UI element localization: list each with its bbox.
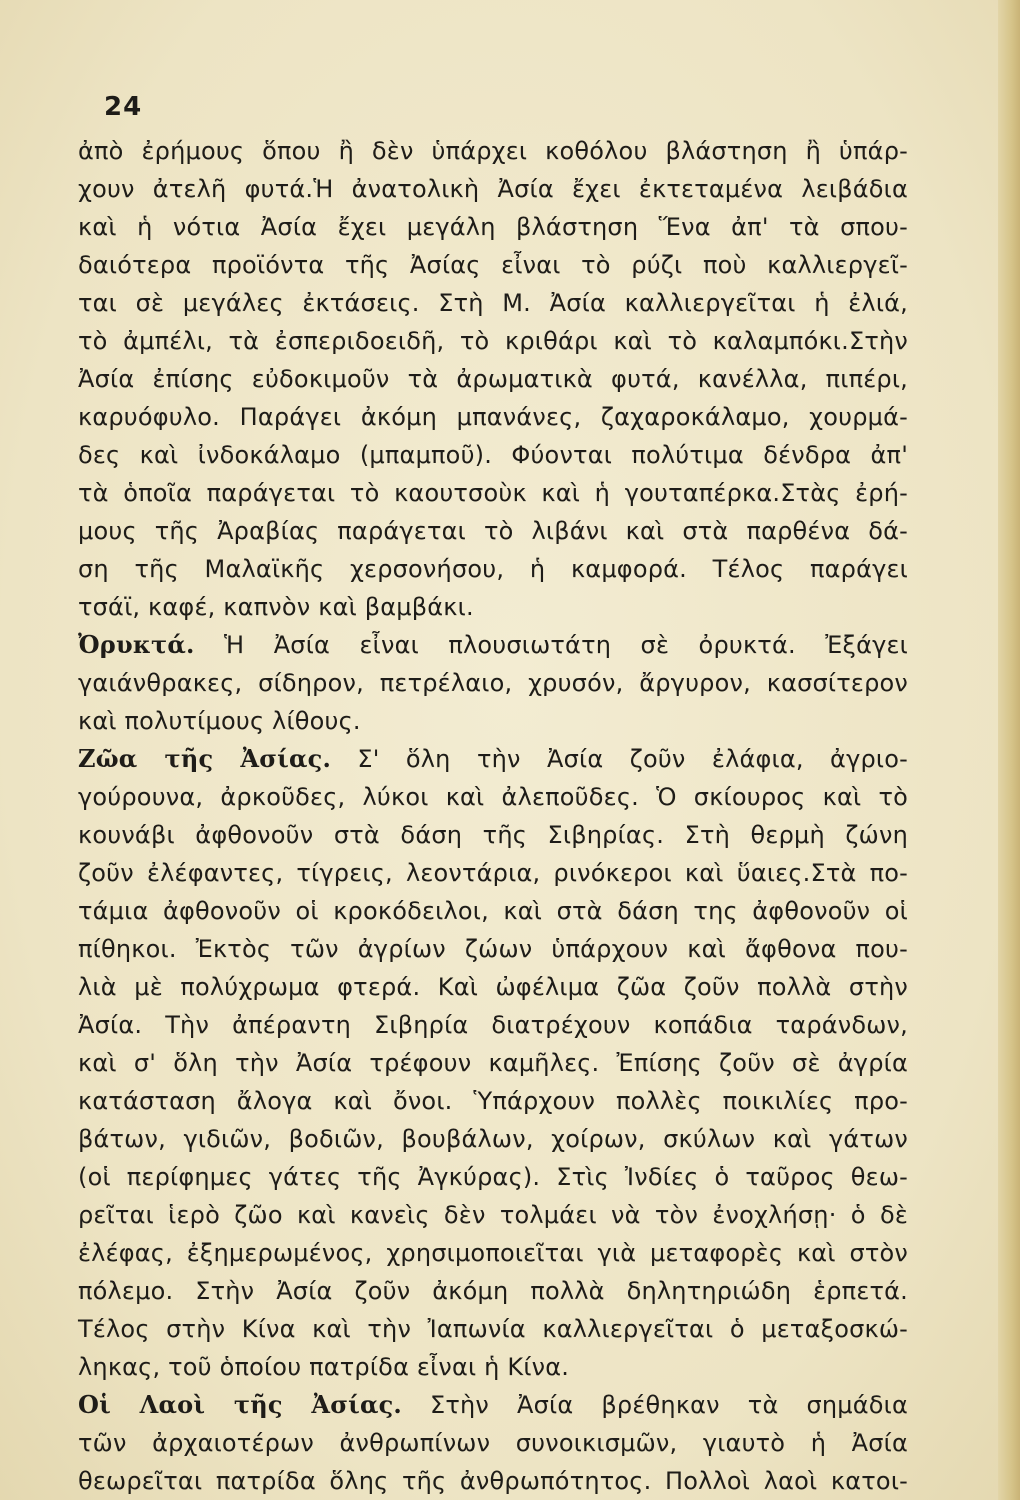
line-text: Τέλος στὴν Κίνα καὶ τὴν Ἰαπωνία καλλιεργεῖται ὁ μεταξοσκώ- — [78, 1315, 908, 1343]
line-text: δες καὶ ἰνδοκάλαμο (μπαμποῦ). Φύονται πολύτιμα δένδρα ἀπ' — [78, 441, 908, 469]
text-line — [78, 1234, 908, 1272]
line-text: λιὰ μὲ πολύχρωμα φτερά. Καὶ ὠφέλιμα ζῶα ζοῦν πολλὰ στὴν — [78, 973, 908, 1001]
line-text: πόλεμο. Στὴν Ἀσία ζοῦν ἀκόμη πολλὰ δηλητηριώδη ἑρπετά. — [78, 1277, 908, 1305]
line-text: (οἱ περίφημες γάτες τῆς Ἀγκύρας). Στὶς Ἰνδίες ὁ ταῦρος θεω- — [78, 1163, 908, 1191]
text-line — [78, 892, 908, 930]
line-text: Ἀσία. Τὴν ἀπέραντη Σιβηρία διατρέχουν κοπάδια ταράνδων, — [78, 1011, 908, 1039]
line-text: γούρουνα, ἀρκοῦδες, λύκοι καὶ ἀλεποῦδες. Ὁ σκίουρος καὶ τὸ — [78, 783, 908, 811]
line-text: Ἀσία ἐπίσης εὐδοκιμοῦν τὰ ἀρωματικὰ φυτά, κανέλλα, πιπέρι, — [78, 365, 908, 393]
line-text: καὶ πολυτίμους λίθους. — [78, 707, 361, 735]
line-text: καρυόφυλο. Παράγει ἀκόμη μπανάνες, ζαχαροκάλαμο, χουρμά- — [78, 403, 908, 431]
text-line — [78, 1462, 908, 1500]
line-text: ζοῦν ἐλέφαντες, τίγρεις, λεοντάρια, ρινόκεροι καὶ ὕαιες.Στὰ πο- — [78, 859, 908, 887]
text-line — [78, 1424, 908, 1462]
line-text: κατάσταση ἄλογα καὶ ὄνοι. Ὑπάρχουν πολλὲς ποικιλίες προ- — [78, 1087, 908, 1115]
line-text: καὶ σ' ὅλη τὴν Ἀσία τρέφουν καμῆλες. Ἐπίσης ζοῦν σὲ ἀγρία — [78, 1049, 908, 1077]
section-heading: Ζῶα τῆς Ἀσίας. — [78, 744, 331, 773]
text-line — [78, 512, 908, 550]
line-text: ἐλέφας, ἐξημερωμένος, χρησιμοποιεῖται γιὰ μεταφορὲς καὶ στὸν — [78, 1239, 908, 1267]
text-line — [78, 740, 908, 778]
line-text: Σ' ὅλη τὴν Ἀσία ζοῦν ἐλάφια, ἀγριο- — [331, 745, 908, 773]
text-line — [78, 1120, 908, 1158]
line-text: θεωρεῖται πατρίδα ὅλης τῆς ἀνθρωπότητος. Πολλοὶ λαοὶ κατοι- — [78, 1467, 908, 1495]
line-text: Στὴν Ἀσία βρέθηκαν τὰ σημάδια — [402, 1391, 908, 1419]
text-line — [78, 1196, 908, 1234]
text-line — [78, 1386, 908, 1424]
text-line — [78, 816, 908, 854]
line-text: βάτων, γιδιῶν, βοδιῶν, βουβάλων, χοίρων, σκύλων καὶ γάτων — [78, 1125, 908, 1153]
page-number: 24 — [104, 92, 143, 122]
text-line — [78, 854, 908, 892]
line-text: Ἡ Ἀσία εἶναι πλουσιωτάτη σὲ ὀρυκτά. Ἐξάγει — [194, 631, 908, 659]
text-line — [78, 550, 908, 588]
line-text: τὰ ὁποῖα παράγεται τὸ καουτσοὺκ καὶ ἡ γουταπέρκα.Στὰς ἐρή- — [78, 479, 908, 507]
line-text: γαιάνθρακες, σίδηρον, πετρέλαιο, χρυσόν, ἄργυρον, κασσίτερον — [78, 669, 908, 697]
text-line — [78, 588, 908, 626]
text-line — [78, 1006, 908, 1044]
body-text — [78, 132, 908, 1500]
page-edge — [998, 0, 1020, 1500]
line-text: τῶν ἀρχαιοτέρων ἀνθρωπίνων συνοικισμῶν, γιαυτὸ ἡ Ἀσία — [78, 1429, 908, 1457]
line-text: τσάϊ, καφέ, καπνὸν καὶ βαμβάκι. — [78, 593, 474, 621]
line-text: πίθηκοι. Ἐκτὸς τῶν ἀγρίων ζώων ὑπάρχουν καὶ ἄφθονα που- — [78, 935, 908, 963]
text-line — [78, 398, 908, 436]
line-text: ἀπὸ ἐρήμους ὅπου ἢ δὲν ὑπάρχει κοθόλου βλάστηση ἢ ὑπάρ- — [78, 137, 908, 165]
text-line — [78, 360, 908, 398]
text-line — [78, 1272, 908, 1310]
text-line — [78, 664, 908, 702]
text-line — [78, 626, 908, 664]
section-heading: Ὀρυκτά. — [78, 630, 195, 659]
line-text: ται σὲ μεγάλες ἐκτάσεις. Στὴ Μ. Ἀσία καλλιεργεῖται ἡ ἐλιά, — [78, 289, 908, 317]
text-line — [78, 322, 908, 360]
line-text: ση τῆς Μαλαϊκῆς χερσονήσου, ἡ καμφορά. Τέλος παράγει — [78, 555, 908, 583]
line-text: τάμια ἀφθονοῦν οἱ κροκόδειλοι, καὶ στὰ δάση της ἀφθονοῦν οἱ — [78, 897, 908, 925]
text-line — [78, 246, 908, 284]
line-text: μους τῆς Ἀραβίας παράγεται τὸ λιβάνι καὶ στὰ παρθένα δά- — [78, 517, 908, 545]
text-line — [78, 436, 908, 474]
text-line — [78, 778, 908, 816]
text-line — [78, 474, 908, 512]
line-text: χουν ἀτελῆ φυτά.Ἡ ἀνατολικὴ Ἀσία ἔχει ἐκτεταμένα λειβάδια — [78, 175, 908, 203]
text-line — [78, 1158, 908, 1196]
text-line — [78, 208, 908, 246]
text-line — [78, 968, 908, 1006]
line-text: τὸ ἀμπέλι, τὰ ἐσπεριδοειδῆ, τὸ κριθάρι καὶ τὸ καλαμπόκι.Στὴν — [78, 327, 908, 355]
text-line — [78, 702, 908, 740]
text-line — [78, 284, 908, 322]
text-line — [78, 1082, 908, 1120]
section-heading: Οἱ Λαοὶ τῆς Ἀσίας. — [78, 1390, 402, 1419]
text-line — [78, 1310, 908, 1348]
line-text: ληκας, τοῦ ὁποίου πατρίδα εἶναι ἡ Κίνα. — [78, 1353, 570, 1381]
text-line — [78, 1348, 908, 1386]
line-text: κουνάβι ἀφθονοῦν στὰ δάση τῆς Σιβηρίας. Στὴ θερμὴ ζώνη — [78, 821, 908, 849]
text-line — [78, 170, 908, 208]
text-line — [78, 930, 908, 968]
text-line — [78, 132, 908, 170]
line-text: καὶ ἡ νότια Ἀσία ἔχει μεγάλη βλάστηση Ἕνα ἀπ' τὰ σπου- — [78, 213, 908, 241]
line-text: ρεῖται ἱερὸ ζῶο καὶ κανεὶς δὲν τολμάει νὰ τὸν ἐνοχλήσῃ· ὁ δὲ — [78, 1201, 908, 1229]
text-line — [78, 1044, 908, 1082]
line-text: δαιότερα προϊόντα τῆς Ἀσίας εἶναι τὸ ρύζι ποὺ καλλιεργεῖ- — [78, 251, 908, 279]
